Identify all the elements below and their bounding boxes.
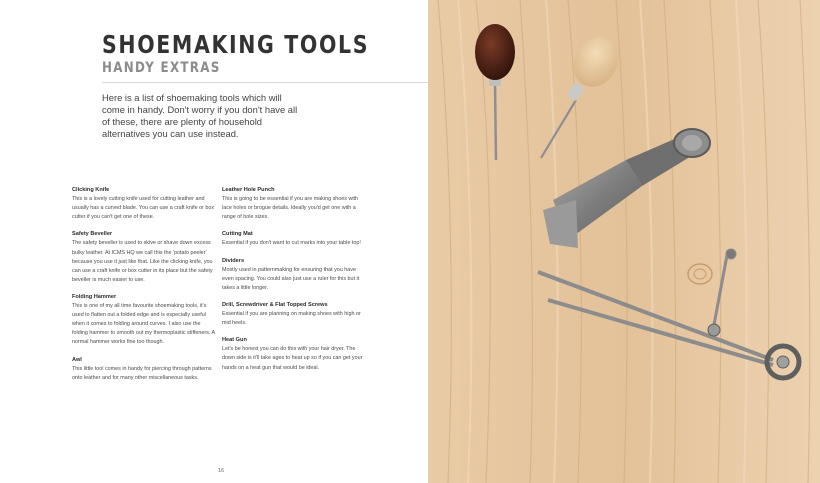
tool-description: This is one of my all time favourite shoemaking tools, it's used to flatten out a folded edge and is especially useful when it comes to folding around curves. I also use the folding hammer to smooth out my thermoplastic stiffeners. A normal hammer works fine too though. — [72, 303, 215, 346]
title-divider — [102, 82, 428, 83]
tool-description: The safety beveller is used to skive or shave down excess bulky leather. At ICMS HQ we call this the 'potato peeler' because you use it just like that. Like the clicking knife, you can use a craft knife or box cutter in its place but the safety beveller is much easier to use. — [72, 240, 213, 283]
tool-heading: Heat Gun — [222, 337, 247, 344]
tool-description: Let's be honest you can do this with your hair dryer. The down side is it'll take ages to heat up so if you can get your hands on a heat gun that would be ideal. — [222, 346, 363, 371]
tool-entry — [222, 230, 368, 248]
intro-paragraph: Here is a list of shoemaking tools which will come in handy. Don't worry if you don't have all of these, there are plenty of household alternatives you can use instead. — [102, 92, 298, 139]
tool-heading: Dividers — [222, 257, 245, 264]
tools-photo — [428, 0, 820, 483]
tool-description: Mostly used in patternmaking for ensuring that you have even spacing. You could also just use a ruler for this but it takes a little longer. — [222, 266, 360, 291]
tool-description: This little tool comes in handy for piercing through patterns onto leather and for many other miscellaneous tasks. — [72, 365, 212, 381]
page-subtitle: HANDY EXTRAS — [102, 60, 221, 76]
tool-description: Essential if you are planning on making shoes with high or mid heels. — [222, 311, 361, 327]
tool-entry — [72, 186, 216, 222]
tool-entry — [222, 186, 368, 222]
tool-heading: Awl — [72, 356, 82, 363]
left-tool-column — [72, 186, 216, 391]
tool-heading: Folding Hammer — [72, 293, 117, 300]
page-title: SHOEMAKING TOOLS — [102, 30, 370, 59]
tool-entry — [222, 336, 368, 372]
tool-heading: Leather Hole Punch — [222, 187, 275, 193]
tool-heading: Drill, Screwdriver & Flat Topped Screws — [222, 301, 328, 308]
tool-heading: Clicking Knife — [72, 187, 110, 193]
tool-heading: Cutting Mat — [222, 231, 253, 238]
tool-description: This is going to be essential if you are making shoes with lace holes or brogue details. Ideally you'd get one with a range of hole sizes. — [222, 196, 359, 221]
page-number: 16 — [218, 468, 225, 474]
tool-entry — [72, 293, 216, 348]
tool-description: Essential if you don't want to cut marks into your table top! — [222, 240, 361, 247]
right-tool-column — [222, 186, 368, 381]
tool-entry — [222, 257, 368, 293]
tool-entry — [222, 301, 368, 328]
tool-entry — [72, 230, 216, 285]
tool-description: This is a lovely cutting knife used for cutting leather and usually has a curved blade. You can use a craft knife or box cutter if you can't get one of these. — [72, 196, 215, 221]
tool-heading: Safety Beveller — [72, 231, 113, 238]
tool-entry — [72, 356, 216, 383]
